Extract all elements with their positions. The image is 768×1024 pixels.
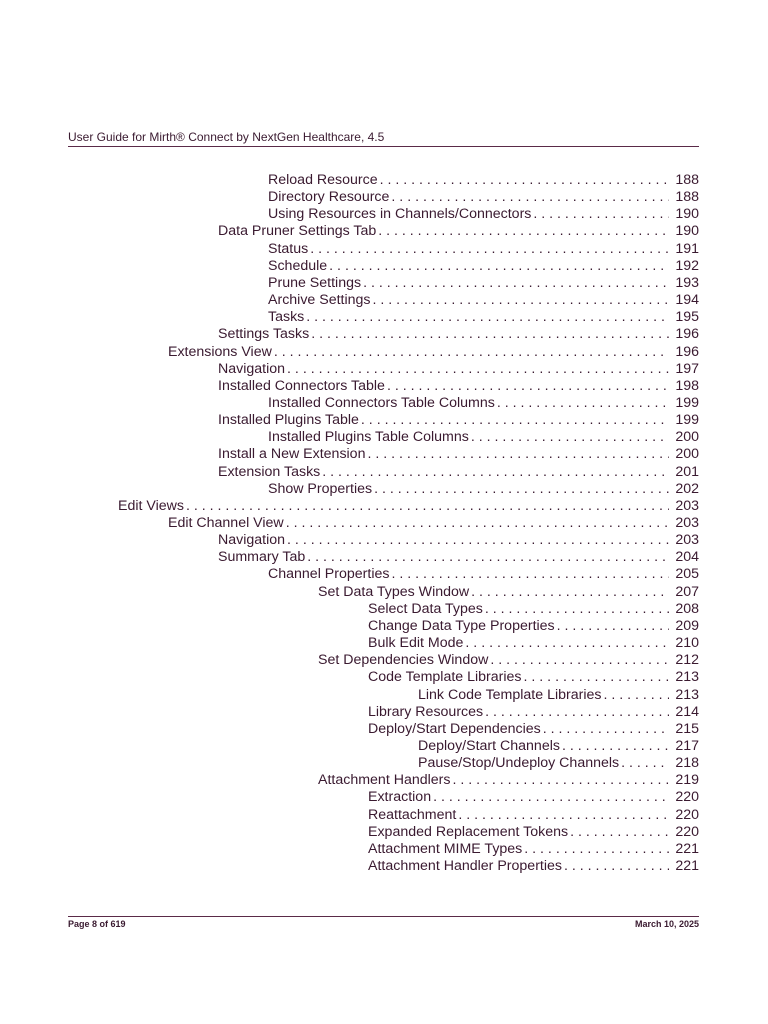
toc-entry[interactable] xyxy=(268,566,699,583)
toc-entry-label: Reattachment xyxy=(368,806,457,823)
document-title: User Guide for Mirth® Connect by NextGen Healthcare, 4.5 xyxy=(68,130,385,144)
toc-entry-label: Data Pruner Settings Tab xyxy=(218,223,377,240)
toc-entry[interactable] xyxy=(268,258,699,275)
toc-entry-page-number: 196 xyxy=(675,326,699,343)
dot-leader xyxy=(621,755,669,772)
toc-entry[interactable] xyxy=(318,772,699,789)
toc-entry-page-number: 212 xyxy=(675,652,699,669)
toc-entry-page-number: 193 xyxy=(675,274,699,291)
toc-entry[interactable] xyxy=(368,669,699,686)
dot-leader xyxy=(378,223,669,240)
toc-entry-label: Extension Tasks xyxy=(218,463,321,480)
dot-leader xyxy=(361,412,669,429)
toc-entry-label: Code Template Libraries xyxy=(368,669,522,686)
toc-entry-page-number: 210 xyxy=(675,635,699,652)
dot-leader xyxy=(186,498,669,515)
toc-entry-page-number: 221 xyxy=(675,858,699,874)
toc-entry[interactable] xyxy=(418,687,699,704)
toc-entry[interactable] xyxy=(268,172,699,189)
toc-entry-page-number: 188 xyxy=(675,172,699,188)
dot-leader xyxy=(564,858,669,875)
dot-leader xyxy=(543,721,669,738)
toc-entry-label: Navigation xyxy=(218,532,286,549)
toc-entry-label: Edit Views xyxy=(118,497,184,514)
toc-entry[interactable] xyxy=(218,361,699,378)
toc-entry[interactable] xyxy=(218,549,699,566)
toc-entry-label: Reload Resource xyxy=(268,172,378,188)
toc-entry-label: Install a New Extension xyxy=(218,446,366,463)
toc-entry[interactable] xyxy=(168,344,699,361)
publication-date: March 10, 2025 xyxy=(634,919,699,929)
toc-entry-label: Attachment Handlers xyxy=(318,772,451,789)
toc-entry[interactable] xyxy=(368,858,699,875)
toc-entry[interactable] xyxy=(268,189,699,206)
dot-leader xyxy=(287,532,669,549)
toc-entry[interactable] xyxy=(268,309,699,326)
dot-leader xyxy=(380,172,669,189)
toc-entry[interactable] xyxy=(218,464,699,481)
toc-entry-page-number: 215 xyxy=(675,720,699,737)
toc-entry[interactable] xyxy=(218,532,699,549)
dot-leader xyxy=(524,669,669,686)
dot-leader xyxy=(458,807,669,824)
dot-leader xyxy=(391,566,669,583)
dot-leader xyxy=(363,275,669,292)
toc-entry-label: Change Data Type Properties xyxy=(368,617,555,634)
toc-entry-page-number: 203 xyxy=(675,497,699,514)
toc-entry-label: Expanded Replacement Tokens xyxy=(368,823,569,840)
toc-entry[interactable] xyxy=(268,241,699,258)
toc-entry-page-number: 192 xyxy=(675,257,699,274)
toc-entry-label: Attachment Handler Properties xyxy=(368,858,562,874)
toc-entry-page-number: 200 xyxy=(675,446,699,463)
toc-entry[interactable] xyxy=(368,807,699,824)
toc-entry-label: Deploy/Start Dependencies xyxy=(368,720,541,737)
dot-leader xyxy=(286,515,669,532)
toc-entry-page-number: 188 xyxy=(675,189,699,206)
dot-leader xyxy=(310,241,669,258)
toc-entry-label: Tasks xyxy=(268,309,305,326)
toc-entry[interactable] xyxy=(268,275,699,292)
toc-entry-page-number: 196 xyxy=(675,343,699,360)
toc-entry[interactable] xyxy=(218,223,699,240)
toc-entry-label: Deploy/Start Channels xyxy=(418,737,560,754)
dot-leader xyxy=(306,309,669,326)
toc-entry-page-number: 217 xyxy=(675,737,699,754)
dot-leader xyxy=(329,258,669,275)
toc-entry[interactable] xyxy=(318,652,699,669)
toc-entry-label: Prune Settings xyxy=(268,274,362,291)
toc-entry-label: Attachment MIME Types xyxy=(368,840,523,857)
toc-entry-page-number: 205 xyxy=(675,566,699,583)
toc-entry-label: Extraction xyxy=(368,789,432,806)
toc-entry-label: Set Data Types Window xyxy=(318,583,470,600)
toc-entry-page-number: 195 xyxy=(675,309,699,326)
toc-entry-label: Select Data Types xyxy=(368,600,483,617)
toc-entry[interactable] xyxy=(218,446,699,463)
toc-entry-page-number: 190 xyxy=(675,206,699,223)
toc-entry-label: Schedule xyxy=(268,257,328,274)
toc-entry-label: Installed Plugins Table xyxy=(218,412,359,429)
toc-entry[interactable] xyxy=(268,481,699,498)
dot-leader xyxy=(373,292,669,309)
dot-leader xyxy=(391,189,669,206)
toc-entry-label: Extensions View xyxy=(168,343,272,360)
toc-entry-page-number: 197 xyxy=(675,360,699,377)
toc-entry[interactable] xyxy=(368,824,699,841)
toc-entry-label: Bulk Edit Mode xyxy=(368,635,464,652)
toc-entry-page-number: 221 xyxy=(675,840,699,857)
dot-leader xyxy=(497,395,669,412)
toc-entry[interactable] xyxy=(268,395,699,412)
toc-entry[interactable] xyxy=(218,326,699,343)
dot-leader xyxy=(533,206,669,223)
toc-entry-label: Installed Connectors Table xyxy=(218,377,385,394)
toc-entry[interactable] xyxy=(268,206,699,223)
dot-leader xyxy=(471,429,669,446)
toc-entry-page-number: 202 xyxy=(675,480,699,497)
toc-entry-page-number: 218 xyxy=(675,755,699,772)
toc-entry-label: Edit Channel View xyxy=(168,515,284,531)
toc-entry-page-number: 191 xyxy=(675,240,699,257)
toc-entry-page-number: 220 xyxy=(675,806,699,823)
toc-entry-label: Directory Resource xyxy=(268,189,390,206)
dot-leader xyxy=(433,789,669,806)
dot-leader xyxy=(311,326,669,343)
toc-entry-label: Show Properties xyxy=(268,480,373,497)
dot-leader xyxy=(562,738,669,755)
dot-leader xyxy=(570,824,669,841)
toc-entry-page-number: 200 xyxy=(675,429,699,446)
dot-leader xyxy=(490,652,669,669)
page-header xyxy=(68,130,699,147)
toc-entry-page-number: 219 xyxy=(675,772,699,789)
dot-leader xyxy=(387,378,669,395)
toc-entry-label: Status xyxy=(268,240,309,257)
toc-entry-page-number: 204 xyxy=(675,549,699,566)
toc-entry-label: Installed Connectors Table Columns xyxy=(268,394,495,411)
dot-leader xyxy=(557,618,669,635)
toc-entry[interactable] xyxy=(318,584,699,601)
toc-entry-page-number: 203 xyxy=(675,515,699,531)
toc-entry[interactable] xyxy=(368,841,699,858)
dot-leader xyxy=(287,361,669,378)
toc-entry-page-number: 220 xyxy=(675,823,699,840)
dot-leader xyxy=(322,464,669,481)
toc-entry-page-number: 213 xyxy=(675,686,699,703)
toc-entry-label: Pause/Stop/Undeploy Channels xyxy=(418,755,620,772)
toc-entry-page-number: 199 xyxy=(675,412,699,429)
toc-entry-label: Settings Tasks xyxy=(218,326,310,343)
toc-entry-label: Summary Tab xyxy=(218,549,306,566)
toc-entry[interactable] xyxy=(368,635,699,652)
toc-entry-page-number: 203 xyxy=(675,532,699,549)
toc-entry[interactable] xyxy=(268,429,699,446)
dot-leader xyxy=(471,584,669,601)
dot-leader xyxy=(604,687,670,704)
toc-entry[interactable] xyxy=(368,601,699,618)
toc-entry-label: Library Resources xyxy=(368,703,484,720)
dot-leader xyxy=(274,344,669,361)
toc-entry-label: Archive Settings xyxy=(268,292,371,309)
toc-entry-label: Link Code Template Libraries xyxy=(418,686,602,703)
dot-leader xyxy=(307,549,669,566)
toc-entry-label: Navigation xyxy=(218,360,286,377)
page-number: Page 8 of 619 xyxy=(68,919,126,929)
toc-entry[interactable] xyxy=(218,378,699,395)
dot-leader xyxy=(452,772,669,789)
toc-entry-label: Channel Properties xyxy=(268,566,390,583)
toc-entry-page-number: 214 xyxy=(675,703,699,720)
toc-entry-page-number: 208 xyxy=(675,600,699,617)
toc-entry[interactable] xyxy=(118,498,699,515)
toc-entry-page-number: 190 xyxy=(675,223,699,240)
page-footer xyxy=(68,916,699,929)
toc-entry[interactable] xyxy=(168,515,699,532)
toc-entry[interactable] xyxy=(368,618,699,635)
toc-entry-page-number: 199 xyxy=(675,394,699,411)
dot-leader xyxy=(367,446,669,463)
toc-entry[interactable] xyxy=(418,755,699,772)
dot-leader xyxy=(485,704,669,721)
toc-entry-page-number: 194 xyxy=(675,292,699,309)
toc-entry-page-number: 201 xyxy=(675,463,699,480)
dot-leader xyxy=(524,841,669,858)
toc-entry-label: Using Resources in Channels/Connectors xyxy=(268,206,532,223)
toc-entry[interactable] xyxy=(368,789,699,806)
toc-entry-page-number: 207 xyxy=(675,583,699,600)
toc-entry-label: Set Dependencies Window xyxy=(318,652,489,669)
dot-leader xyxy=(374,481,669,498)
toc-entry[interactable] xyxy=(368,721,699,738)
toc-entry-page-number: 209 xyxy=(675,617,699,634)
toc-entry[interactable] xyxy=(218,412,699,429)
toc-entry-page-number: 198 xyxy=(675,377,699,394)
dot-leader xyxy=(485,601,669,618)
dot-leader xyxy=(465,635,669,652)
toc-entry[interactable] xyxy=(368,704,699,721)
toc-entry[interactable] xyxy=(418,738,699,755)
toc-entry-page-number: 220 xyxy=(675,789,699,806)
toc-entry[interactable] xyxy=(268,292,699,309)
toc-entry-label: Installed Plugins Table Columns xyxy=(268,429,469,446)
toc-entry-page-number: 213 xyxy=(675,669,699,686)
